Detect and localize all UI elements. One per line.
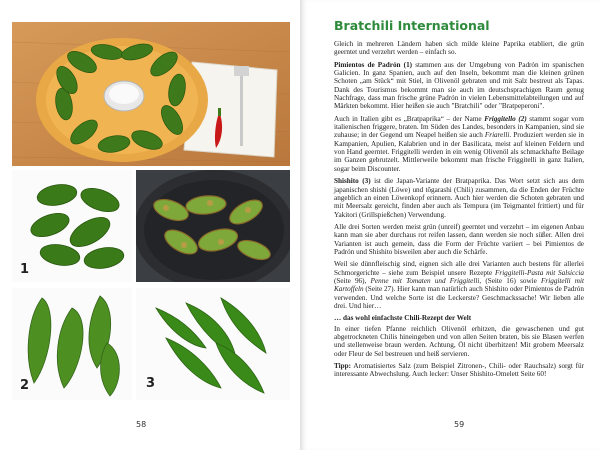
- photo-shishito-peppers: [136, 288, 290, 400]
- page-number-right: 59: [454, 420, 465, 429]
- paragraph-tip: Tipp: Aromatisiertes Salz (zum Beispiel Zitronen-, Chili- oder Rauchsalz) sorgt für interessante Abwechslung. Auch lecker: Unser Shishito-Omelett Seite 60!: [334, 362, 584, 379]
- paragraph-recipes: Weil sie dünnfleischig sind, eignen sich alle drei Varianten auch bestens für allerlei Schmorgerichte – siehe zum Beispiel unsere Rezepte Friggitelli-Pasta mit Salsiccia (Seite 96), Penne mit Tomaten und Friggitelli, (Seite 16) sowie Friggitelli mit Kartoffeln (Seite 27). Hier kann man natürlich auch Shishito oder Pimientos de Padrón verwenden. Und welche Sorte ist die Leckerste? Geschmackssache! Wir lieben alle drei. Und hier…: [334, 260, 584, 310]
- photo-padron-peppers: [12, 170, 132, 282]
- article-body: [334, 40, 584, 383]
- photo-label-1: 1: [20, 262, 30, 277]
- paragraph-intro: Gleich in mehreren Ländern haben sich milde kleine Paprika etabliert, die grün geerntet und verzehrt werden – einfach so.: [334, 40, 584, 57]
- paragraph-ripeness: Alle drei Sorten werden meist grün (unreif) geerntet und verzehrt – im eigenen Anbau kann man sie aber durchaus rot reifen lassen, dann werden sie noch süßer. Allen drei Varianten ist auch gemein, dass die Form der Früchte variiert – bei Pimientos de Padrón und Shishito bisweilen aber auch die Schärfe.: [334, 222, 584, 256]
- photo-friggitello-peppers: [12, 288, 132, 400]
- paragraph-friggitello: Auch in Italien gibt es „Bratpaprika“ – der Name Friggitello (2) stammt sogar vom italienischen friggere, braten. Im Süden des Landes, besonders in Kampanien, sind sie zuhause; in der Gegend um Neapel heißen sie auch Friarelli. Produziert werden sie in Kampanien, Apulien, Kalabrien und in der Basilicata, meist auf kleinen Feldern und von Hand geerntet. Friggitelli werden in ein wenig Olivenöl als schmackhafte Beilage im Ganzen gebrutzelt. Mittlerweile bekommt man frische Friggitelli in ganz Italien, sogar beim Discounter.: [334, 114, 584, 173]
- paragraph-padron: Pimientos de Padrón (1) stammen aus der Umgebung von Padrón im spanischen Galicien. In ganz Spanien, auch auf den Inseln, bekommt man die kleinen grünen Schoten „am Stück“ mit Stiel, in Olivenöl gebraten und mit Salz bestreut als Tapas. Dank des Tourismus bekommt man sie auch im deutschsprachigen Raum genug Nachfrage, dass man frische grüne Padrón in vielen Lebensmittelabteilungen und auf Märkten bekommt. Hier heißen sie auch "Bratchili" oder "Bratpeperoni".: [334, 60, 584, 111]
- paragraph-shishito: Shishito (3) ist die Japan-Variante der Bratpaprika. Das Wort setzt sich aus dem japanischen shishi (Löwe) und tōgarashi (Chili) zusammen, da die Enden der Früchte angeblich an einen Löwenkopf erinnern. Auch hier werden die Schoten gebraten und mit Meersalz gereicht, finden aber auch als Tempura (im Teigmantel frittiert) und für Yakitori (Grillspießchen) Verwendung.: [334, 177, 585, 219]
- photo-pan-peppers: [136, 170, 290, 282]
- photo-label-3: 3: [146, 376, 156, 391]
- photo-label-2: 2: [20, 378, 30, 393]
- photo-plate-peppers: [12, 22, 290, 166]
- recipe-subheading: … das wohl einfachste Chili-Rezept der Welt: [334, 314, 472, 323]
- article-title: Bratchili International: [334, 18, 490, 33]
- page-number-left: 58: [136, 420, 147, 429]
- paragraph-recipe: In einer tiefen Pfanne reichlich Olivenöl erhitzen, die gewaschenen und gut abgetrockneten Chilis hineingeben und von allen Seiten braten, bis sie Blasen werfen und stellenweise braun werden. Achtung, Öl nicht überhitzen! Mit grobem Meersalz oder Fleur de Sel bestreuen und heiß servieren.: [334, 324, 584, 358]
